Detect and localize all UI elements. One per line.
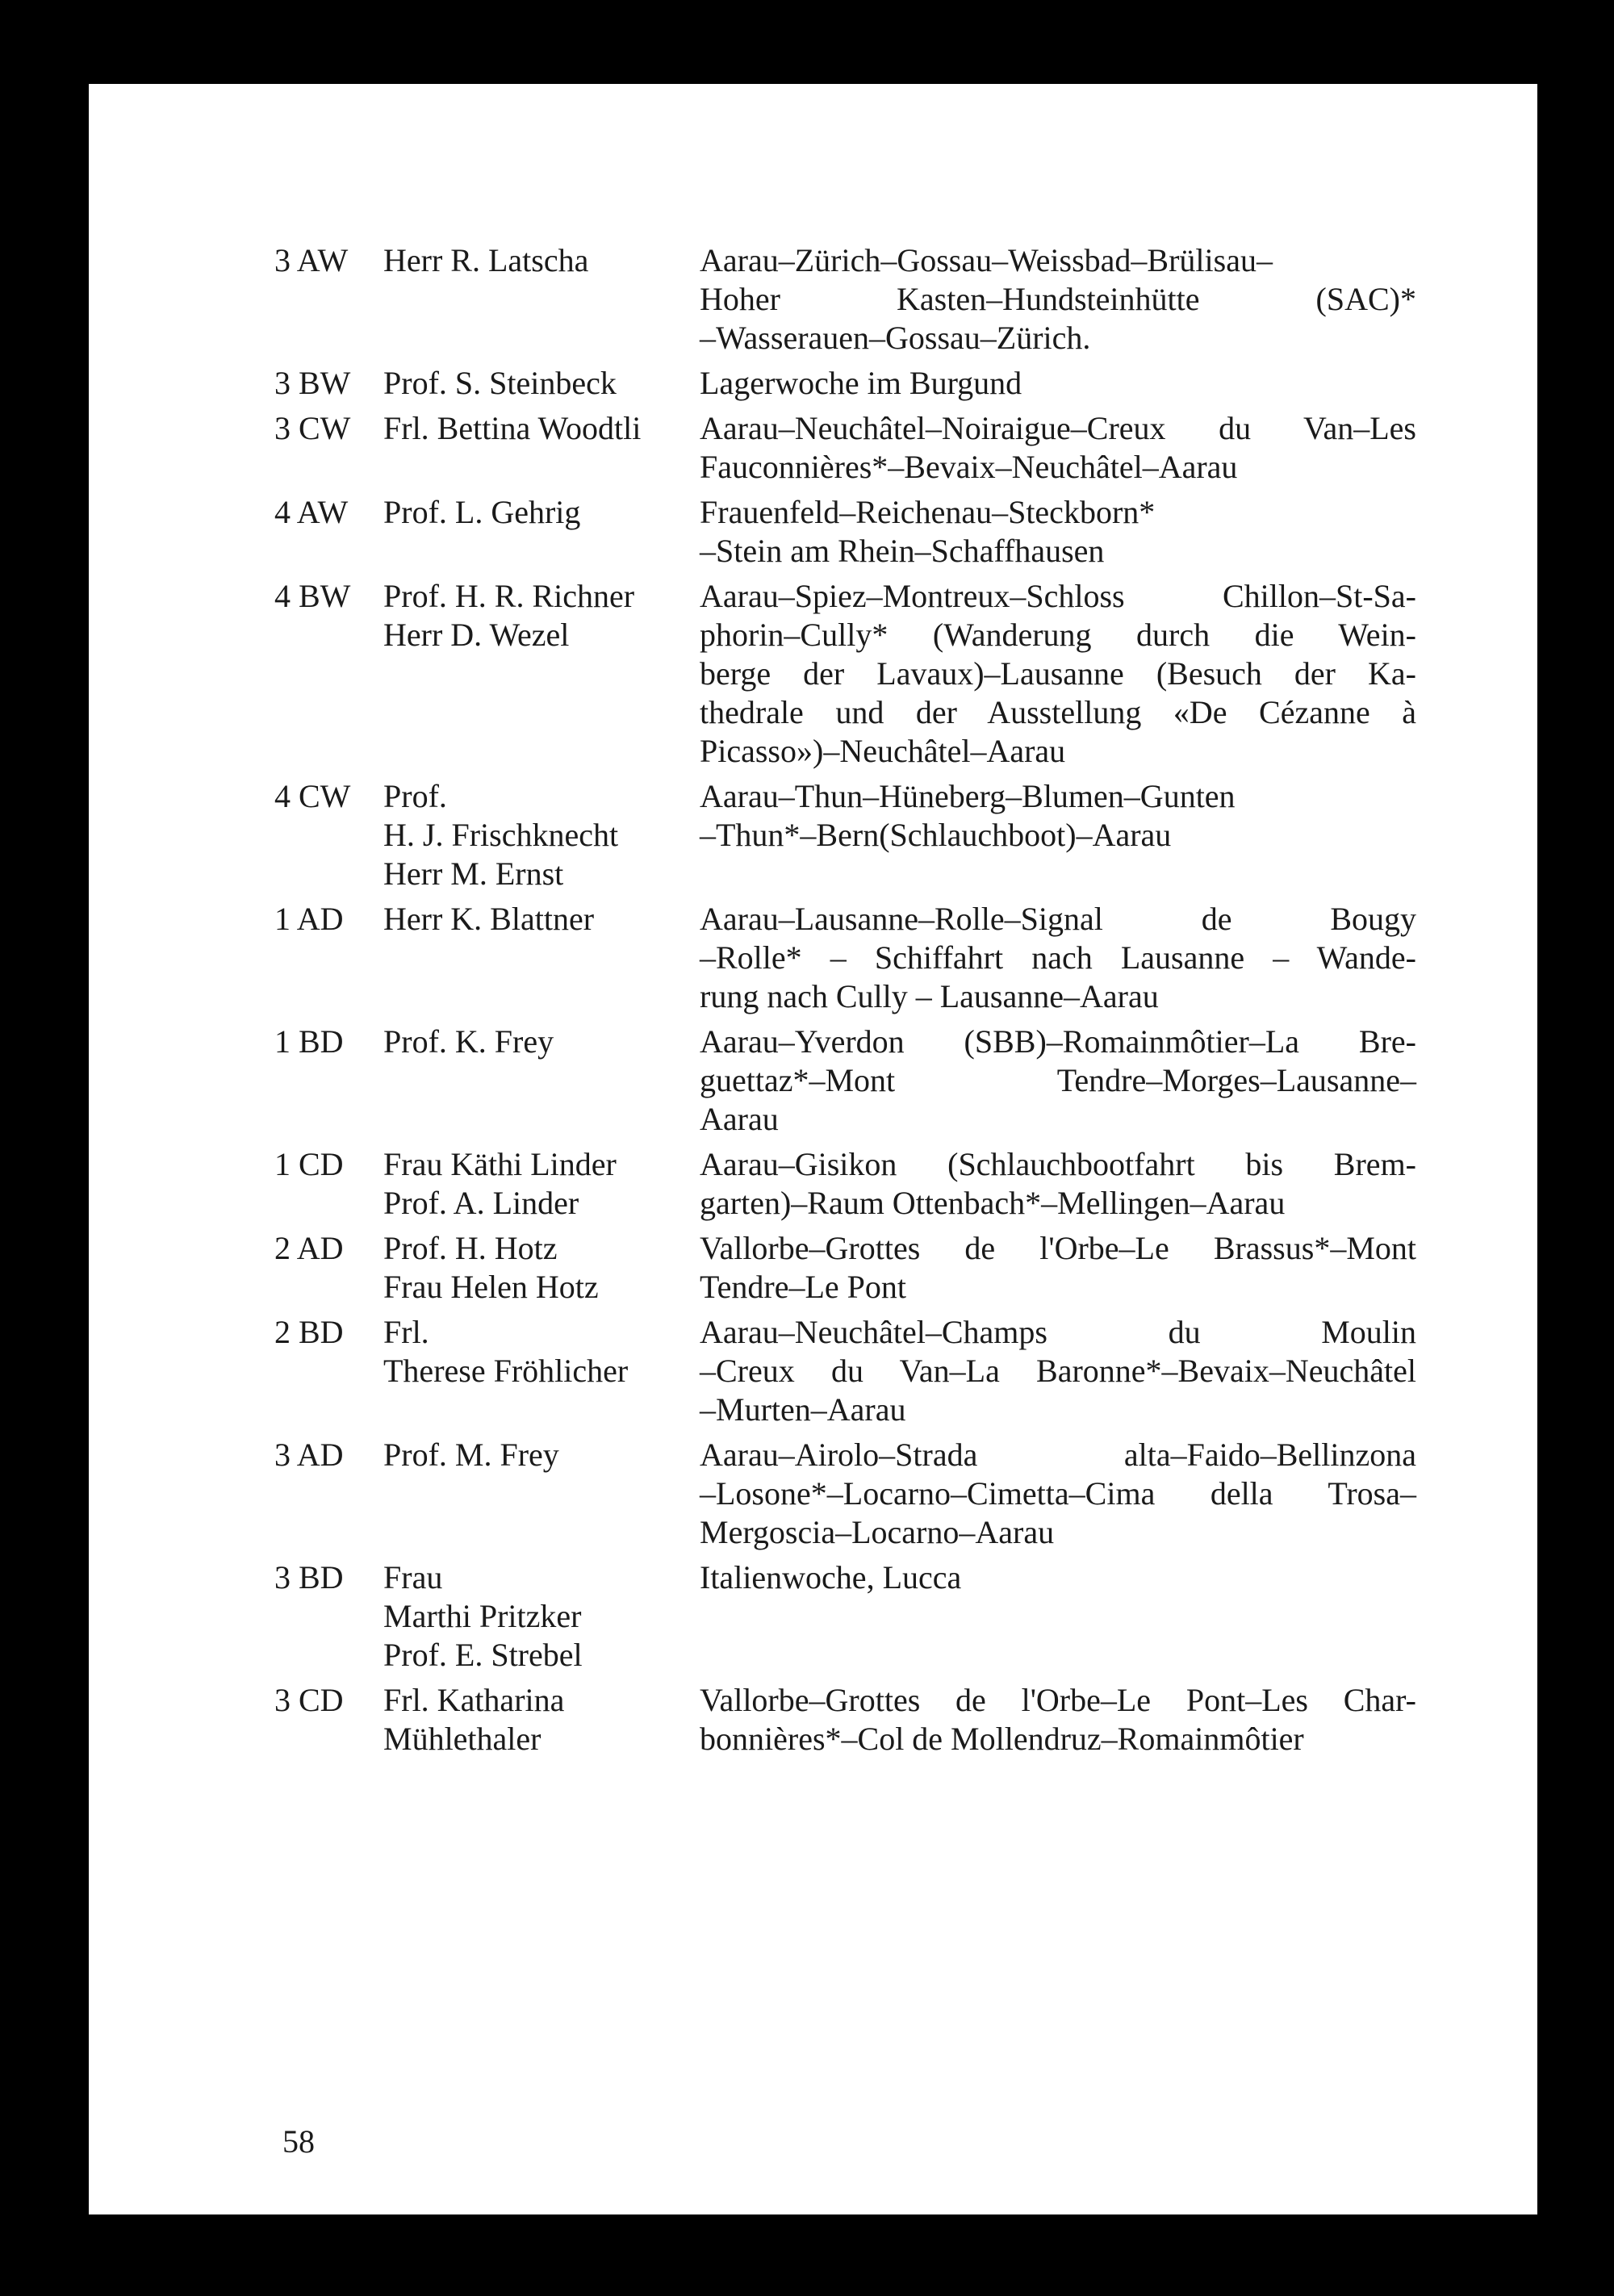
teacher-names <box>383 493 700 532</box>
route-line: –Thun*–Bern(Schlauchboot)–Aarau <box>700 817 1172 853</box>
route-description <box>700 409 1416 487</box>
teacher-line: Marthi Pritzker <box>383 1598 582 1634</box>
teacher-line: Frau Helen Hotz <box>383 1269 599 1305</box>
route-line: Italienwoche, Lucca <box>700 1559 962 1595</box>
excursion-row <box>274 409 1525 487</box>
route-line: Hoher Kasten–Hundsteinhütte (SAC)* <box>700 281 1416 317</box>
route-line: Aarau <box>700 1101 779 1137</box>
route-description <box>700 900 1416 1016</box>
route-line: Tendre–Le Pont <box>700 1269 907 1305</box>
class-label: 3 CW <box>274 410 351 446</box>
teacher-names <box>383 900 700 939</box>
route-description <box>700 1436 1416 1552</box>
route-line: Vallorbe–Grottes de l'Orbe–Le Pont–Les Char- <box>700 1682 1416 1718</box>
excursion-row <box>274 900 1525 1016</box>
excursion-row <box>274 777 1525 893</box>
excursion-row <box>274 364 1525 403</box>
route-line: garten)–Raum Ottenbach*–Mellingen–Aarau <box>700 1185 1286 1221</box>
route-line: –Rolle* – Schiffahrt nach Lausanne – Wande- <box>700 939 1416 976</box>
class-label: 1 CD <box>274 1146 344 1182</box>
route-line: Aarau–Gisikon (Schlauchbootfahrt bis Brem- <box>700 1146 1416 1182</box>
teacher-names <box>383 409 700 448</box>
excursion-row <box>274 1023 1525 1139</box>
teacher-line: Prof. L. Gehrig <box>383 494 581 530</box>
route-line: guettaz*–Mont Tendre–Morges–Lausanne– <box>700 1062 1416 1098</box>
route-description <box>700 1023 1416 1139</box>
route-line: Aarau–Zürich–Gossau–Weissbad–Brülisau– <box>700 242 1273 278</box>
excursion-row <box>274 1229 1525 1307</box>
class-label: 3 BW <box>274 365 351 401</box>
class-label: 3 AD <box>274 1437 344 1473</box>
route-line: Aarau–Spiez–Montreux–Schloss Chillon–St-Sa- <box>700 578 1416 614</box>
route-line: –Creux du Van–La Baronne*–Bevaix–Neuchâtel <box>700 1353 1416 1389</box>
route-line: Aarau–Neuchâtel–Noiraigue–Creux du Van–Les <box>700 410 1416 446</box>
excursion-row <box>274 493 1525 571</box>
route-line: berge der Lavaux)–Lausanne (Besuch der Ka- <box>700 655 1416 692</box>
teacher-line: H. J. Frischknecht <box>383 817 619 853</box>
teacher-line: Prof. K. Frey <box>383 1023 554 1060</box>
teacher-names <box>383 364 700 403</box>
excursion-row <box>274 1313 1525 1429</box>
page-number: 58 <box>282 2123 315 2160</box>
class-label: 3 CD <box>274 1682 344 1718</box>
class-label: 4 AW <box>274 494 349 530</box>
class-label: 1 BD <box>274 1023 344 1060</box>
route-line: Aarau–Thun–Hüneberg–Blumen–Gunten <box>700 778 1236 814</box>
excursion-row <box>274 1436 1525 1552</box>
route-description <box>700 1145 1416 1223</box>
route-description <box>700 493 1416 571</box>
route-line: phorin–Cully* (Wanderung durch die Wein- <box>700 617 1416 653</box>
teacher-names <box>383 1145 700 1223</box>
excursion-row <box>274 577 1525 771</box>
teacher-names <box>383 1558 700 1675</box>
route-line: Aarau–Lausanne–Rolle–Signal de Bougy <box>700 901 1416 937</box>
route-line: thedrale und der Ausstellung «De Cézanne à <box>700 694 1416 730</box>
class-label: 3 BD <box>274 1559 344 1595</box>
route-line: Aarau–Yverdon (SBB)–Romainmôtier–La Bre- <box>700 1023 1416 1060</box>
route-line: Fauconnières*–Bevaix–Neuchâtel–Aarau <box>700 449 1238 485</box>
route-line: –Stein am Rhein–Schaffhausen <box>700 533 1105 569</box>
teacher-line: Herr R. Latscha <box>383 242 589 278</box>
class-label: 2 BD <box>274 1314 344 1350</box>
teacher-line: Prof. <box>383 778 447 814</box>
route-line: Aarau–Neuchâtel–Champs du Moulin <box>700 1314 1416 1350</box>
class-label: 4 BW <box>274 578 351 614</box>
teacher-line: Prof. M. Frey <box>383 1437 559 1473</box>
teacher-line: Prof. H. Hotz <box>383 1230 558 1266</box>
route-line: Lagerwoche im Burgund <box>700 365 1022 401</box>
route-description <box>700 1681 1416 1759</box>
class-label: 2 AD <box>274 1230 344 1266</box>
teacher-line: Frl. <box>383 1314 429 1350</box>
teacher-line: Mühlethaler <box>383 1721 541 1757</box>
teacher-line: Frau Käthi Linder <box>383 1146 617 1182</box>
document-page <box>89 84 1537 2214</box>
teacher-line: Frau <box>383 1559 443 1595</box>
class-label: 1 AD <box>274 901 344 937</box>
teacher-names <box>383 577 700 655</box>
route-line: –Losone*–Locarno–Cimetta–Cima della Trosa– <box>700 1475 1416 1512</box>
class-label: 4 CW <box>274 778 351 814</box>
teacher-names <box>383 1023 700 1061</box>
route-description <box>700 364 1416 403</box>
route-line: bonnières*–Col de Mollendruz–Romainmôtier <box>700 1721 1304 1757</box>
teacher-names <box>383 1681 700 1759</box>
teacher-line: Herr M. Ernst <box>383 855 564 892</box>
teacher-line: Frl. Katharina <box>383 1682 565 1718</box>
excursion-list <box>274 241 1525 1759</box>
teacher-names <box>383 241 700 280</box>
excursion-row <box>274 241 1525 358</box>
teacher-names <box>383 1436 700 1474</box>
class-label: 3 AW <box>274 242 349 278</box>
route-description <box>700 1229 1416 1307</box>
route-line: Picasso»)–Neuchâtel–Aarau <box>700 733 1066 769</box>
route-description <box>700 777 1416 855</box>
route-description <box>700 241 1416 358</box>
route-line: Frauenfeld–Reichenau–Steckborn* <box>700 494 1156 530</box>
route-line: Aarau–Airolo–Strada alta–Faido–Bellinzona <box>700 1437 1416 1473</box>
teacher-names <box>383 777 700 893</box>
teacher-names <box>383 1229 700 1307</box>
route-description <box>700 577 1416 771</box>
teacher-line: Frl. Bettina Woodtli <box>383 410 642 446</box>
teacher-names <box>383 1313 700 1391</box>
route-line: –Murten–Aarau <box>700 1391 906 1428</box>
route-line: –Wasserauen–Gossau–Zürich. <box>700 320 1091 356</box>
excursion-row <box>274 1558 1525 1675</box>
teacher-line: Prof. H. R. Richner <box>383 578 635 614</box>
route-line: rung nach Cully – Lausanne–Aarau <box>700 978 1159 1014</box>
route-line: Vallorbe–Grottes de l'Orbe–Le Brassus*–Mont <box>700 1230 1416 1266</box>
teacher-line: Herr K. Blattner <box>383 901 595 937</box>
route-description <box>700 1558 1416 1597</box>
teacher-line: Herr D. Wezel <box>383 617 570 653</box>
route-description <box>700 1313 1416 1429</box>
teacher-line: Prof. S. Steinbeck <box>383 365 617 401</box>
route-line: Mergoscia–Locarno–Aarau <box>700 1514 1055 1550</box>
excursion-row <box>274 1145 1525 1223</box>
teacher-line: Prof. A. Linder <box>383 1185 579 1221</box>
teacher-line: Therese Fröhlicher <box>383 1353 629 1389</box>
excursion-row <box>274 1681 1525 1759</box>
teacher-line: Prof. E. Strebel <box>383 1637 583 1673</box>
